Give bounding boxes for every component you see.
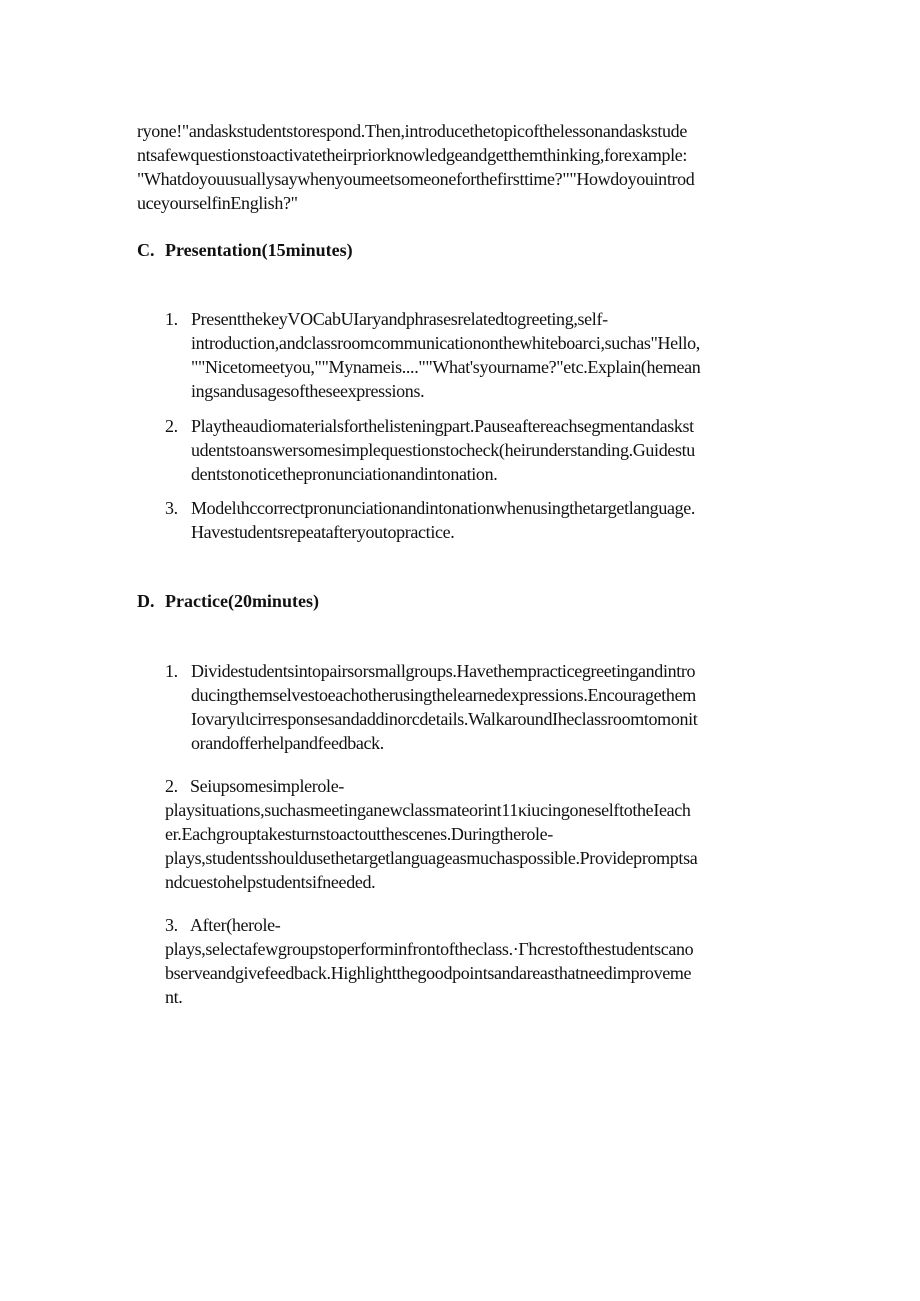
section-d-item-1-line-1: Dividestudentsintopairsorsmallgroups.Havethempracticegreetingandintro bbox=[191, 661, 696, 681]
section-d-heading bbox=[137, 589, 319, 613]
section-c-item-3-line-1: Modelιhccorrectpronunciationandintonationwhenusingthetargetlanguage. bbox=[191, 498, 696, 518]
section-c-letter: C. bbox=[137, 240, 155, 260]
section-c-item-2-line-1: Playtheaudiomaterialsforthelisteningpart.Pauseaftereachsegmentandaskst bbox=[191, 416, 694, 436]
section-c-item-1-line-4: ingsandusagesoftheseexpressions. bbox=[191, 381, 425, 401]
section-d-item-1-number: 1. bbox=[165, 661, 178, 681]
section-c-item-1-line-1: PresentthekeyVOCabUIaryandphrasesrelatedtogreeting,self- bbox=[191, 309, 608, 329]
section-c-item-2-number: 2. bbox=[165, 416, 178, 436]
section-d-item-3-line-4: nt. bbox=[165, 987, 183, 1007]
section-d-item-2-line-1: Seiupsomesimplerole- bbox=[190, 776, 344, 796]
section-d-item-2-line-5: ndcuestohelpstudentsifneeded. bbox=[165, 872, 376, 892]
section-d-letter: D. bbox=[137, 591, 155, 611]
section-d-item-2-line-3: er.Eachgrouptakesturnstoactoutthescenes.Duringtherole- bbox=[165, 824, 553, 844]
section-c-item-1-line-2: introduction,andclassroomcommunicationonthewhiteboarci,suchas"Hello, bbox=[191, 333, 700, 353]
section-d-item-3-line-2: plays,selectafewgroupstoperforminfrontoftheclass.·Гhcrestofthestudentscano bbox=[165, 939, 694, 959]
section-c-item-2-line-3: dentstonoticethepronunciationandintonation. bbox=[191, 464, 498, 484]
section-c-item-3-line-2: Havestudentsrepeatafteryoutopractice. bbox=[191, 522, 455, 542]
intro-line-3: "Whatdoyouusuallysaywhenyoumeetsomeoneforthefirsttime?""Howdoyouintrod bbox=[137, 169, 695, 189]
intro-line-1: ryone!"andaskstudentstorespond.Then,introducethetopicofthelessonandaskstude bbox=[137, 121, 687, 141]
section-d-item-1-line-4: orandofferhelpandfeedback. bbox=[191, 733, 384, 753]
section-c-heading bbox=[137, 238, 353, 262]
section-d-item-1-line-3: Iovaryιlιcirresponsesandaddinorcdetails.WalkaroundIheclassroomtomonit bbox=[191, 709, 698, 729]
intro-line-2: ntsafewquestionstoactivatetheirpriorknowledgeandgetthemthinking,forexample: bbox=[137, 145, 688, 165]
section-d-item-3-line-1: After(herole- bbox=[190, 915, 281, 935]
section-d-item-2-line-2: playsituations,suchasmeetinganewclassmateorint11κiucingoneselftotheIeach bbox=[165, 800, 691, 820]
section-c-item-1-line-3: ""Nicetomeetyou,""Mynameis....""What'syourname?"etc.Explain(hemean bbox=[191, 357, 701, 377]
section-c-item-2-line-2: udentstoanswersomesimplequestionstocheck(heirunderstanding.Guidestu bbox=[191, 440, 695, 460]
section-d-item-1-line-2: ducingthemselvestoeachotherusingthelearnedexpressions.Encouragethem bbox=[191, 685, 696, 705]
section-c-title: Presentation(15minutes) bbox=[165, 240, 353, 260]
section-c-item-1-number: 1. bbox=[165, 309, 178, 329]
section-d-item-3-number: 3. bbox=[165, 915, 178, 935]
section-d-title: Practice(20minutes) bbox=[165, 591, 319, 611]
intro-line-4: uceyourselfinEnglish?" bbox=[137, 193, 298, 213]
section-d-item-3-line-3: bserveandgivefeedback.Highlightthegoodpointsandareasthatneedimproveme bbox=[165, 963, 692, 983]
section-c-item-3-number: 3. bbox=[165, 498, 178, 518]
section-d-item-2-number: 2. bbox=[165, 776, 178, 796]
section-d-item-2-line-4: plays,studentsshouldusethetargetlanguageasmuchaspossible.Providepromptsa bbox=[165, 848, 698, 868]
